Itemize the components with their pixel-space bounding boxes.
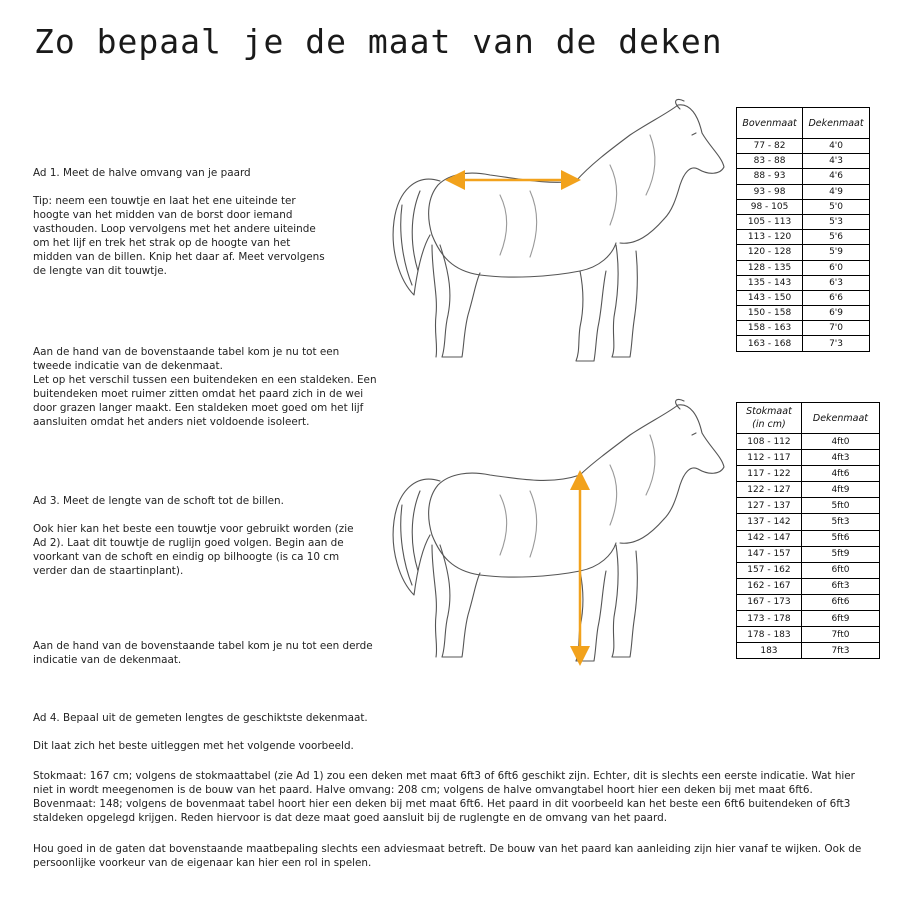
table-row	[737, 306, 870, 321]
table-cell: 150 - 158	[737, 306, 803, 321]
table-cell: 6ft3	[801, 578, 879, 594]
table-cell: 5ft0	[801, 498, 879, 514]
bovenmaat-table	[736, 107, 870, 352]
table-cell: 4'3	[803, 154, 870, 169]
ad4-intro: Dit laat zich het beste uitleggen met het volgende voorbeeld.	[33, 740, 354, 752]
table-cell: 93 - 98	[737, 184, 803, 199]
table-cell: 4'9	[803, 184, 870, 199]
table-cell: 135 - 143	[737, 275, 803, 290]
table-row	[737, 214, 870, 229]
table-row	[737, 199, 870, 214]
table-row	[737, 611, 880, 627]
table-row	[737, 482, 880, 498]
table-row	[737, 450, 880, 466]
table-row	[737, 643, 880, 659]
ad1-tip: Tip: neem een touwtje en laat het ene uiteinde ter hoogte van het midden van de borst door iemand vasthouden. Loop vervolgens met het andere uiteinde om het lijf en trek het strak op de hoogte van het midden van de billen. Knip het daar af. Meet vervolgens de lengte van dit touwtje.	[33, 195, 325, 277]
column-header: Bovenmaat	[737, 108, 803, 139]
table-cell: 6'6	[803, 290, 870, 305]
table-cell: 4ft6	[801, 466, 879, 482]
table-cell: 120 - 128	[737, 245, 803, 260]
table-cell: 108 - 112	[737, 434, 802, 450]
table-cell: 88 - 93	[737, 169, 803, 184]
table-cell: 112 - 117	[737, 450, 802, 466]
table-row	[737, 546, 880, 562]
table-cell: 6'0	[803, 260, 870, 275]
table-cell: 7ft0	[801, 627, 879, 643]
table-row	[737, 169, 870, 184]
table-cell: 137 - 142	[737, 514, 802, 530]
table-cell: 4'0	[803, 139, 870, 154]
table-cell: 6ft0	[801, 562, 879, 578]
table-header-row	[737, 403, 880, 434]
table-cell: 5ft6	[801, 530, 879, 546]
ad3-text: Aan de hand van de bovenstaande tabel kom je nu tot een derde indicatie van de dekenmaat.	[33, 640, 373, 666]
table-cell: 5'0	[803, 199, 870, 214]
table-cell: 127 - 137	[737, 498, 802, 514]
table-cell: 158 - 163	[737, 321, 803, 336]
table-cell: 143 - 150	[737, 290, 803, 305]
column-header-line: Stokmaat	[746, 406, 792, 417]
table-cell: 4ft3	[801, 450, 879, 466]
table-cell: 77 - 82	[737, 139, 803, 154]
table-cell: 5ft9	[801, 546, 879, 562]
table-row	[737, 434, 880, 450]
table-cell: 6ft6	[801, 594, 879, 610]
table-header-row	[737, 108, 870, 139]
table-row	[737, 275, 870, 290]
horse-height-illustration	[380, 395, 735, 680]
table-cell: 183	[737, 643, 802, 659]
table-cell: 157 - 162	[737, 562, 802, 578]
table-cell: 6'3	[803, 275, 870, 290]
table-cell: 7'3	[803, 336, 870, 351]
table-cell: 7ft3	[801, 643, 879, 659]
table-row	[737, 530, 880, 546]
table-cell: 6ft9	[801, 611, 879, 627]
table-cell: 178 - 183	[737, 627, 802, 643]
ad3-heading: Ad 3. Meet de lengte van de schoft tot de billen.	[33, 495, 284, 507]
table-cell: 122 - 127	[737, 482, 802, 498]
table-cell: 105 - 113	[737, 214, 803, 229]
table-cell: 128 - 135	[737, 260, 803, 275]
table-row	[737, 321, 870, 336]
table-cell: 173 - 178	[737, 611, 802, 627]
horse-sketch	[393, 99, 724, 361]
column-header	[737, 403, 802, 434]
stokmaat-table	[736, 402, 880, 659]
ad4-heading: Ad 4. Bepaal uit de gemeten lengtes de geschiktste dekenmaat.	[33, 712, 368, 724]
table-row	[737, 627, 880, 643]
table-row	[737, 154, 870, 169]
table-cell: 167 - 173	[737, 594, 802, 610]
table-cell: 4ft9	[801, 482, 879, 498]
table-cell: 5'9	[803, 245, 870, 260]
table-cell: 163 - 168	[737, 336, 803, 351]
table-cell: 5'3	[803, 214, 870, 229]
table-cell: 162 - 167	[737, 578, 802, 594]
table-cell: 4ft0	[801, 434, 879, 450]
column-header: Dekenmaat	[801, 403, 879, 434]
table-cell: 113 - 120	[737, 230, 803, 245]
table-row	[737, 245, 870, 260]
table-cell: 5'6	[803, 230, 870, 245]
table-row	[737, 336, 870, 351]
table-cell: 6'9	[803, 306, 870, 321]
horse-sketch	[393, 399, 724, 661]
table-row	[737, 594, 880, 610]
table-cell: 117 - 122	[737, 466, 802, 482]
table-row	[737, 290, 870, 305]
table-cell: 83 - 88	[737, 154, 803, 169]
table-row	[737, 466, 880, 482]
table-row	[737, 514, 880, 530]
ad4-example: Stokmaat: 167 cm; volgens de stokmaattabel (zie Ad 1) zou een deken met maat 6ft3 of 6ft6 geschikt zijn. Echter, dit is slechts een eerste indicatie. Wat hier niet in wordt meegenomen is de bouw van het paard. Halve omvang: 208 cm; volgens de halve omvangtabel hoort hier een deken bij met maat 6ft6. Bovenmaat: 148; volgens de bovenmaat tabel hoort hier een deken bij met maat 6ft6. Het paard in dit voorbeeld kan het beste een 6ft6 buitendeken of 6ft3 staldeken opgelegd krijgen. Reden hiervoor is dat deze maat goed aansluit bij de ruglengte en de omvang van het paard.	[33, 770, 855, 824]
ad1-heading: Ad 1. Meet de halve omvang van je paard	[33, 167, 251, 179]
table-row	[737, 578, 880, 594]
table-row	[737, 260, 870, 275]
table-cell: 98 - 105	[737, 199, 803, 214]
table-cell: 147 - 157	[737, 546, 802, 562]
table-row	[737, 184, 870, 199]
table-row	[737, 562, 880, 578]
table-row	[737, 230, 870, 245]
table-cell: 7'0	[803, 321, 870, 336]
table-row	[737, 139, 870, 154]
page-title: Zo bepaal je de maat van de deken	[34, 22, 723, 61]
table-row	[737, 498, 880, 514]
ad2-text: Aan de hand van de bovenstaande tabel kom je nu tot een tweede indicatie van de dekenmaat. Let op het verschil tussen een buitendeken en een staldeken. Een buitendeken moet ruimer zitten omdat het paard zich in de wei door grazen langer maakt. Een staldeken moet goed om het lijf aansluiten omdat het anders niet voldoende isoleert.	[33, 346, 377, 428]
column-header: Dekenmaat	[803, 108, 870, 139]
column-header-line: (in cm)	[752, 419, 786, 430]
table-cell: 4'6	[803, 169, 870, 184]
ad4-note: Hou goed in de gaten dat bovenstaande maatbepaling slechts een adviesmaat betreft. De bouw van het paard kan aanleiding zijn hier vanaf te wijken. Ook de persoonlijke voorkeur van de eigenaar kan hier een rol in spelen.	[33, 843, 862, 869]
ad3-tip: Ook hier kan het beste een touwtje voor gebruikt worden (zie Ad 2). Laat dit touwtje de ruglijn goed volgen. Begin aan de voorkant van de schoft en eindig op bilhoogte (is ca 10 cm verder dan de staartinplant).	[33, 523, 354, 577]
horse-girth-illustration	[380, 95, 735, 375]
table-cell: 5ft3	[801, 514, 879, 530]
table-cell: 142 - 147	[737, 530, 802, 546]
